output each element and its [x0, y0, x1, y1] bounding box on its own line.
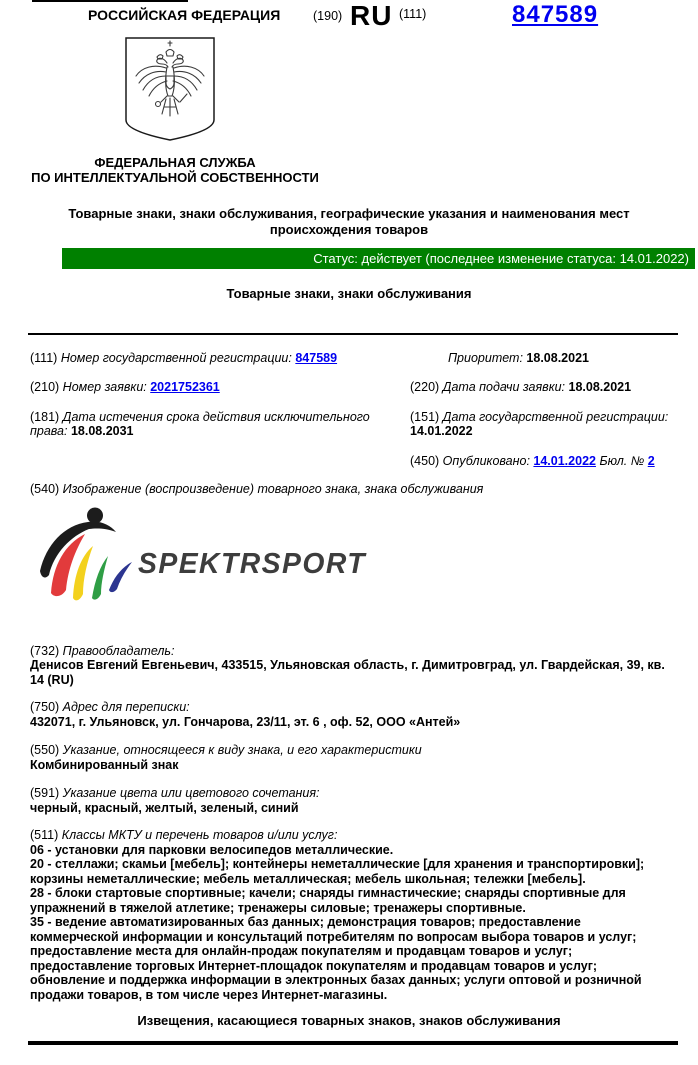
section-750-header — [30, 700, 670, 715]
field-181-value: 18.08.2031 — [70, 424, 134, 438]
office-name — [0, 155, 350, 185]
section-732 — [30, 644, 670, 688]
section-511-code: (511) — [30, 828, 59, 842]
field-450-code: (450) — [410, 453, 440, 468]
document-title: Товарные знаки, знаки обслуживания, географические указания и наименования мест происхождения товаров — [68, 206, 630, 237]
section-591-label: Указание цвета или цветового сочетания: — [62, 786, 320, 800]
divider-line — [28, 333, 678, 335]
field-450-bulletin-label: Бюл. № — [599, 453, 645, 468]
section-732-code: (732) — [30, 643, 60, 658]
field-220 — [410, 380, 698, 395]
section-591 — [30, 786, 670, 815]
country-code: RU — [350, 0, 393, 31]
section-750 — [30, 700, 670, 729]
field-151-value: 14.01.2022 — [410, 424, 473, 438]
field-151-code: (151) — [410, 409, 440, 424]
section-511-header — [30, 828, 670, 843]
class-item-28: 28 - блоки стартовые спортивные; качели; снаряды гимнастические; снаряды спортивные для упражнений в тяжелой атлетике; тренажеры силовые; тренажеры спортивные. — [30, 886, 626, 915]
section-750-code: (750) — [30, 700, 60, 714]
kind-value: Комбинированный знак — [30, 757, 179, 772]
logo-wordmark: SPEKTRSPORT — [138, 547, 367, 580]
section-550 — [30, 743, 670, 772]
field-priority-value: 18.08.2021 — [526, 350, 589, 365]
field-210-value-link[interactable]: 2021752361 — [150, 380, 220, 394]
section-591-header — [30, 786, 670, 801]
section-732-label: Правообладатель: — [62, 643, 175, 658]
field-540-label: Изображение (воспроизведение) товарного знака, знака обслуживания — [62, 482, 484, 496]
field-450-label: Опубликовано: — [442, 453, 530, 468]
office-line1: ФЕДЕРАЛЬНАЯ СЛУЖБА — [94, 155, 256, 170]
field-181-code: (181) — [30, 409, 60, 424]
field-111-code: (111) — [30, 350, 58, 365]
field-450-bulletin-link[interactable]: 2 — [647, 453, 655, 468]
correspondence-value: 432071, г. Ульяновск, ул. Гончарова, 23/11, эт. 6 , оф. 52, ООО «Антей» — [30, 714, 461, 729]
office-line2: ПО ИНТЕЛЛЕКТУАЛЬНОЙ СОБСТВЕННОСТИ — [31, 170, 319, 185]
field-empty — [30, 454, 410, 469]
country-title: РОССИЙСКАЯ ФЕДЕРАЦИЯ — [88, 7, 281, 23]
field-540-code: (540) — [30, 482, 60, 496]
field-priority — [410, 351, 698, 366]
status-text: Статус: действует (последнее изменение статуса: 14.01.2022) — [313, 251, 689, 266]
field-210-label: Номер заявки: — [62, 380, 147, 394]
athlete-figure — [40, 507, 132, 600]
colors-value: черный, красный, желтый, зеленый, синий — [30, 800, 299, 815]
field-450-date-link[interactable]: 14.01.2022 — [533, 453, 596, 468]
coat-of-arms — [124, 36, 216, 142]
field-210-code: (210) — [30, 380, 60, 394]
status-bar — [62, 248, 695, 269]
class-item-06: 06 - установки для парковки велосипедов металлические. — [30, 842, 394, 857]
section-title: Товарные знаки, знаки обслуживания — [226, 286, 472, 301]
field-181 — [30, 410, 410, 439]
field-111-label: Номер государственной регистрации: — [60, 350, 292, 365]
section-550-header — [30, 743, 670, 758]
field-111 — [30, 351, 410, 366]
field-111-value-link[interactable]: 847589 — [295, 350, 338, 365]
field-450 — [410, 454, 698, 469]
section-591-code: (591) — [30, 786, 60, 800]
bottom-rule — [28, 1041, 678, 1045]
field-181-label: Дата истечения срока действия исключительного права: — [30, 409, 370, 438]
document-header — [0, 0, 698, 198]
class-item-35: 35 - ведение автоматизированных баз данных; демонстрация товаров; предоставление коммерческой информации и консультаций потребителям по вопросам выбора товаров и услуг; предоставление места для онлайн-продаж покупателям и продавцам товаров и услуг; предоставление торговых Интернет-площадок покупателям и продавцам товаров и услуг; обновление и поддержка информации в электронных базах данных; услуги оптовой и розничной продажи товаров, в том числе через Интернет-магазины. — [30, 915, 642, 1002]
field-540 — [30, 482, 670, 497]
notices-title: Извещения, касающиеся товарных знаков, знаков обслуживания — [137, 1013, 561, 1028]
section-511-label: Классы МКТУ и перечень товаров и/или услуг: — [61, 828, 338, 842]
section-511 — [30, 828, 670, 1002]
section-550-label: Указание, относящееся к виду знака, и его характеристики — [62, 743, 422, 757]
field-220-code: (220) — [410, 380, 440, 394]
trademark-image — [38, 507, 698, 602]
holder-value: Денисов Евгений Евгеньевич, 433515, Ульяновская область, г. Димитровград, ул. Гвардейская, 39, кв. 14 (RU) — [30, 658, 665, 687]
field-210 — [30, 380, 410, 395]
registration-fields — [30, 351, 698, 469]
field-220-value: 18.08.2021 — [568, 380, 632, 394]
section-732-header — [30, 644, 670, 659]
section-750-label: Адрес для переписки: — [62, 700, 190, 714]
class-item-20: 20 - стеллажи; скамьи [мебель]; контейнеры неметаллические [для хранения и транспортировки]; корзины неметаллические; мебель металлическая; мебель школьная; тележки [мебель]. — [30, 857, 645, 886]
field-priority-label: Приоритет: — [448, 350, 523, 365]
inid-code-190: (190) — [313, 9, 343, 23]
registration-number-link[interactable]: 847589 — [512, 1, 599, 28]
field-151-label: Дата государственной регистрации: — [442, 409, 669, 424]
inid-code-111: (111) — [399, 7, 427, 21]
field-151 — [410, 410, 698, 439]
section-550-code: (550) — [30, 743, 60, 757]
field-220-label: Дата подачи заявки: — [442, 380, 566, 394]
